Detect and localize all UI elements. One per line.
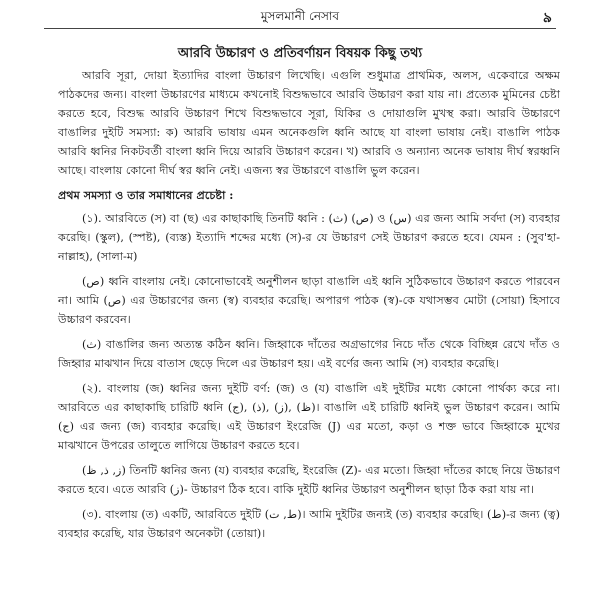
point-1-sad: (ص) ধ্বনি বাংলায় নেই। কোনোভাবেই অনুশীলন ছাড়া বাঙালি এই ধ্বনি সুঠিকভাবে উচ্চারণ করতে পারবেন না। আমি (ص) এর উচ্চারণের জন্য (স্ব) ব্যবহার করেছি। অপারগ পাঠক (স্ব)-কে যথাসম্ভব মোটা (সোয়া) হিসাবে উচ্চারণ করবেন।: [58, 275, 560, 326]
point-1: (১). আরবিতে (স) বা (ছ) এর কাছাকাছি তিনটি ধ্বনি : (ث) (ص) ও (س) এর জন্য আমি সর্বদা (স) ব্যবহার করেছি। (স্কুল), (স্পষ্ট), (ব্যস্ত) ইত্যাদি শব্দের মধ্যে (স)-র যে উচ্চারণ সেই উচ্চারণ করতে হবে। যেমন : (সুব'হা-নাল্লাহ), (সালা-ম): [58, 212, 561, 263]
point-2-za: (ز, ذ, ظ) তিনটি ধ্বনির জন্য (য) ব্যবহার করেছি, ইংরেজি (Z)- এর মতো। জিহ্বা দাঁতের কাছে নিয়ে উচ্চারণ করতে হবে। এতে আরবি (ز)- উচ্চারণ ঠিক হবে। বাকি দুইটি ধ্বনির উচ্চারণ অনুশীলন ছাড়া ঠিক করা যায় না।: [58, 464, 560, 496]
point-1-tha: (ث) বাঙালির জন্য অত্যন্ত কঠিন ধ্বনি। জিহ্বাকে দাঁতের অগ্রভাগের নিচে দাঁত থেকে বিচ্ছিন্ন রেখে দাঁত ও জিহ্বার মাঝখান দিয়ে বাতাস ছেড়ে দিলে এর উচ্চারণ হয়। এই বর্ণের জন্য আমি (স) ব্যবহার করেছি।: [58, 338, 560, 370]
page-body: [58, 66, 560, 549]
intro-paragraph: আরবি সূরা, দোয়া ইত্যাদির বাংলা উচ্চারণ লিখেছি। এগুলি শুধুমাত্র প্রাথমিক, অলস, একেবারে অক্ষম পাঠকদের জন্য। বাংলা উচ্চারণের মাধ্যমে কখনোই বিশুদ্ধভাবে আরবি উচ্চারণ করা যায় না। প্রত্যেক মুমিনের চেষ্টা করতে হবে, বিশুদ্ধ আরবি উচ্চারণ শিখে বিশুদ্ধভাবে সূরা, যিকির ও দোয়াগুলি মুখস্থ করা। আরবি উচ্চারণে বাঙালির দুইটি সমস্যা: ক) আরবি ভাষায় এমন অনেকগুলি ধ্বনি আছে যা বাংলা ভাষায় নেই। বাঙালি পাঠক আরবি ধ্বনির নিকটবর্তী বাংলা ধ্বনি দিয়ে আরবি উচ্চারণ করেন। খ) আরবি ও অন্যান্য অনেক ভাষায় দীর্ঘ স্বরধ্বনি আছে। বাংলায় কোনো দীর্ঘ স্বর ধ্বনি নেই। এজন্য স্বর উচ্চারণে বাঙালি ভুল করেন।: [58, 69, 560, 177]
running-title: মুসলমানী নেসাব: [260, 9, 340, 23]
page-number: ৯: [542, 10, 552, 26]
header-rule: [44, 28, 556, 29]
point-3: (৩). বাংলায় (ত) একটি, আরবিতে দুইটি (ط, ت)। আমি দুইটির জন্যই (ত) ব্যবহার করেছি। (ط)-র জন্য (ত্ব) ব্যবহার করেছি, যার উচ্চারণ অনেকটা (তোয়া)।: [58, 508, 560, 540]
page-header: [40, 4, 560, 28]
section-title: আরবি উচ্চারণ ও প্রতিবর্ণায়ন বিষয়ক কিছু তথ্য: [177, 46, 423, 61]
point-2: (২). বাংলায় (জ) ধ্বনির জন্য দুইটি বর্ণ: (জ) ও (য) বাঙালি এই দুইটির মধ্যে কোনো পার্থক্য করে না। আরবিতে এর কাছাকাছি চারিটি ধ্বনি (ج), (ذ), (ز), (ظ)। বাঙালি এই চারিটি ধ্বনিই ভুল উচ্চারণ করেন। আমি (ج) এর জন্য (জ) ব্যবহার করেছি। এই উচ্চারণ ইংরেজি (J) এর মতো, কড়া ও শক্ত ভাবে জিহ্বাকে মুখের মাঝখানে উপরের তালুতে লাগিয়ে উচ্চারণ করতে হবে।: [58, 382, 560, 452]
subheading: প্রথম সমস্যা ও তার সমাধানের প্রচেষ্টা :: [58, 188, 234, 202]
